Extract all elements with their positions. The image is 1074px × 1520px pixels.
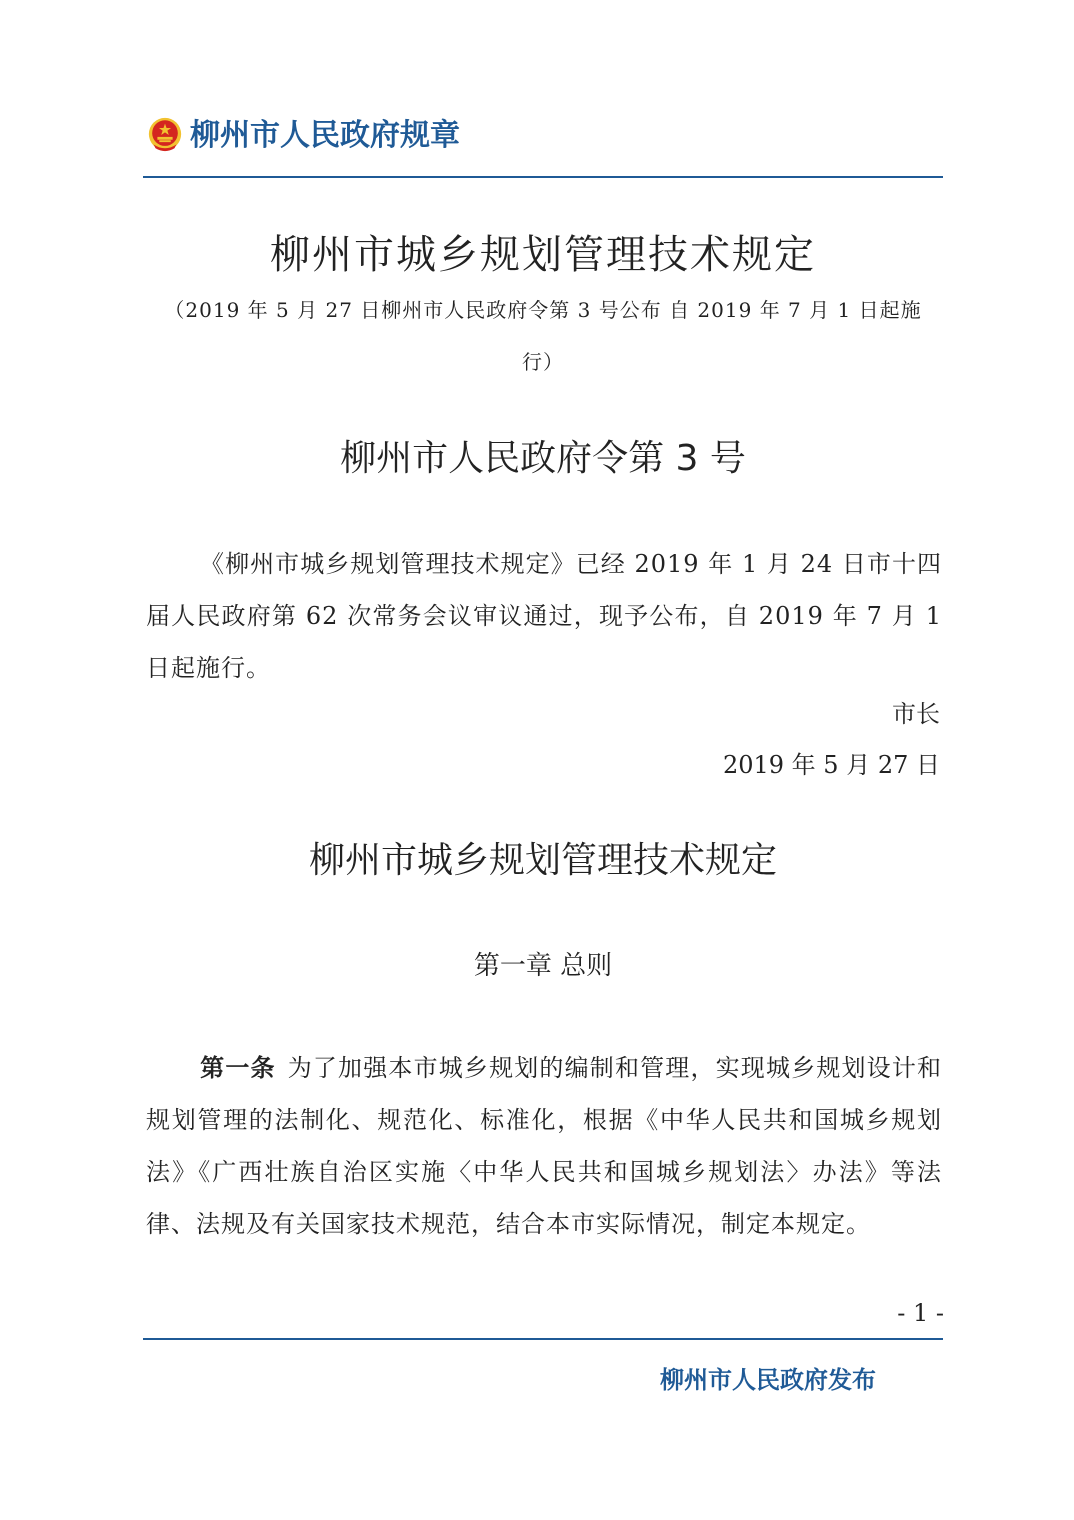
page-number: - 1 - (897, 1299, 944, 1327)
article-1-paragraph (146, 1042, 942, 1250)
footer-publisher: 柳州市人民政府发布 (660, 1366, 876, 1394)
main-title: 柳州市城乡规划管理技术规定 (270, 232, 816, 278)
article-1-text: 为了加强本市城乡规划的编制和管理，实现城乡规划设计和规划管理的法制化、规范化、标准化，根据《中华人民共和国城乡规划法》《广西壮族自治区实施〈中华人民共和国城乡规划法〉办法》等法律、法规及有关国家技术规范，结合本市实际情况，制定本规定。 (146, 1054, 943, 1238)
chapter-title: 第一章 总则 (473, 951, 613, 981)
promulgation-line-2: 行） (522, 350, 564, 374)
header-title: 柳州市人民政府规章 (190, 118, 460, 153)
promulgation-line-1: （2019 年 5 月 27 日柳州市人民政府令第 3 号公布 自 2019 年 7 月 1 日起施 (164, 298, 922, 322)
footer-divider (143, 1338, 943, 1340)
signatory: 市长 (892, 700, 940, 728)
order-title: 柳州市人民政府令第 3 号 (340, 438, 746, 479)
signing-date: 2019 年 5 月 27 日 (722, 751, 940, 779)
header-divider (143, 176, 943, 178)
national-emblem-icon (146, 116, 184, 154)
order-paragraph (146, 538, 942, 694)
order-text: 《柳州市城乡规划管理技术规定》已经 2019 年 1 月 24 日市十四届人民政府第 62 次常务会议审议通过，现予公布，自 2019 年 7 月 1 日起施行。 (146, 550, 942, 682)
article-1-label: 第一条 (200, 1054, 276, 1082)
regulation-title: 柳州市城乡规划管理技术规定 (308, 840, 777, 881)
